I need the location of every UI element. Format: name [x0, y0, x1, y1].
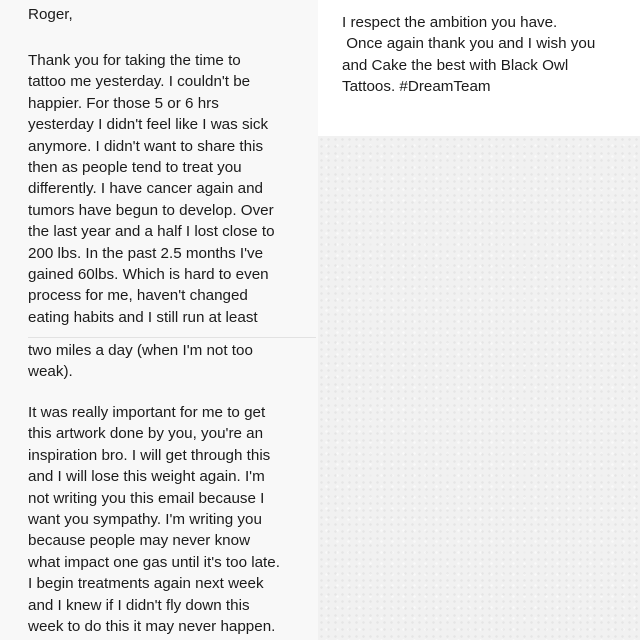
letter-closing-paragraph — [342, 12, 595, 98]
letter-line: and I knew if I didn't fly down this — [28, 596, 250, 614]
letter-line: inspiration bro. I will get through this — [28, 446, 271, 464]
letter-line: differently. I have cancer again and — [28, 180, 263, 198]
letter-line: what impact one gas until it's too late. — [28, 553, 280, 571]
letter-line: Tattoos. #DreamTeam — [342, 78, 491, 96]
letter-line: 200 lbs. In the past 2.5 months I've — [28, 244, 264, 262]
letter-line: yesterday I didn't feel like I was sick — [28, 116, 269, 134]
letter-line: happier. For those 5 or 6 hrs — [28, 94, 219, 112]
letter-paragraph-2 — [28, 402, 280, 637]
letter-line: want you sympathy. I'm writing you — [28, 511, 262, 529]
letter-line: two miles a day (when I'm not too — [28, 342, 253, 359]
letter-line: not writing you this email because I — [28, 489, 265, 507]
letter-paragraph-1-continued — [28, 340, 253, 383]
letter-line: and I will lose this weight again. I'm — [28, 468, 265, 486]
letter-line: weak). — [28, 363, 73, 381]
letter-line: tattoo me yesterday. I couldn't be — [28, 73, 251, 91]
letter-line: this artwork done by you, you're an — [28, 425, 264, 443]
letter-line: eating habits and I still run at least — [28, 308, 258, 326]
letter-line: Thank you for taking the time to — [28, 52, 241, 69]
letter-greeting: Roger, — [28, 6, 73, 23]
paper-texture-background — [318, 136, 640, 640]
letter-paragraph-1 — [28, 50, 275, 328]
letter-line: anymore. I didn't want to share this — [28, 137, 264, 155]
letter-line: then as people tend to treat you — [28, 159, 242, 177]
screenshot-seam — [28, 337, 316, 338]
letter-line: I begin treatments again next week — [28, 575, 264, 593]
letter-line: Once again thank you and I wish you — [342, 35, 596, 53]
letter-line: week to do this it may never happen. — [28, 618, 276, 636]
letter-line: tumors have begun to develop. Over — [28, 201, 274, 219]
letter-line: It was really important for me to get — [28, 404, 266, 421]
letter-line: and Cake the best with Black Owl — [342, 56, 569, 74]
letter-line: I respect the ambition you have. — [342, 14, 558, 31]
letter-line: gained 60lbs. Which is hard to even — [28, 266, 269, 284]
letter-line: because people may never know — [28, 532, 251, 550]
letter-line: process for me, haven't changed — [28, 287, 248, 305]
letter-line: the last year and a half I lost close to — [28, 223, 275, 241]
